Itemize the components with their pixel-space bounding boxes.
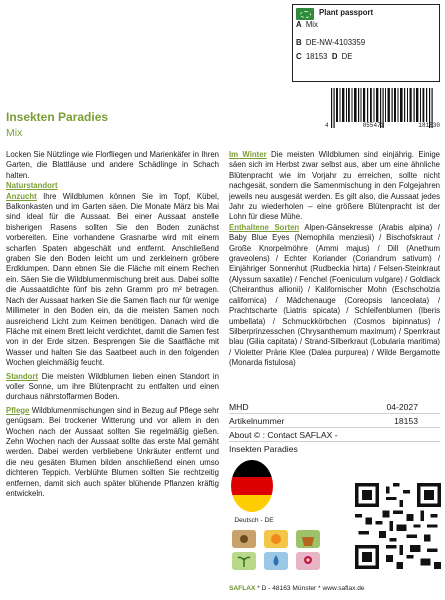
footer — [229, 585, 440, 592]
step-water-icon — [264, 552, 288, 570]
footer-url[interactable]: www.saflax.de — [322, 585, 365, 592]
anzucht-text: Ihre Wildblumen können Sie im Topf, Kübel, Balkonkasten und im Garten säen. Die Monate März bis Mai sind ideal für die Aussaat. Bei einer Aussaat anstelle bisherigen Rasens sollten Sie den Boden zunächst vorbereiten. Eine vorhandene Grasnarbe wird mit einem scharfen Spaten abgeschält und entfernt. Anschließend graben Sie den Boden leicht um und zerkleinern gröbere Erdklumpen. Dann ebnen Sie die Fläche mit einem Rechen ein. Säen Sie die Wildblumenmischung breit aus. Dabei sollte die Aussaatdichte fünf bis zehn Gramm pro m² betragen. Nach der Aussaat harken Sie die Samen flach nur für wenige Millimeter in den Boden ein, da die meisten Samen noch ausreichend Licht zum Keimen benötigen. Danach wird die Fläche mit einem Brett leicht verdichtet, damit die Samen fest von in der Erde sitzen. Besprengen Sie die Saatfläche mit Wasser und halten Sie das Saatbeet auch in den folgenden Wochen gleichmäßig feucht. — [6, 191, 219, 368]
naturstandort-heading: Naturstandort — [6, 181, 58, 191]
product-title: Insekten Paradies — [6, 110, 109, 124]
right-column — [229, 150, 440, 369]
product-info-table — [229, 400, 440, 456]
winter-text: Die meisten Wildblumen sind einjährig. Einige säen sich im Herbst zwar selbst aus, aber um eine ähnliche Blütenpracht wie im Vorjahr zu erreichen, sollte nicht nachgesät, sondern die Samenmischung in den Folgejahren jeweils neu ausgesät werden. Es gilt also, die Aussaat jedes Jahr zu wiederholen – eine größere Blütenpracht ist der Lohn für diese Mühe. — [229, 150, 440, 222]
plant-passport-box — [292, 4, 440, 82]
mhd-row — [229, 400, 440, 414]
step-sun-icon — [264, 530, 288, 548]
qr-code-graphic — [355, 483, 441, 569]
article-row — [229, 414, 440, 428]
info-product-name: Insekten Paradies — [229, 444, 298, 454]
sowing-steps — [230, 527, 345, 572]
passport-row-a: A Mix — [296, 20, 318, 29]
mhd-label: MHD — [229, 402, 249, 412]
sorten-paragraph — [229, 223, 440, 369]
winter-paragraph — [229, 150, 440, 223]
passport-row-b: B DE-NW-4103359 — [296, 38, 366, 47]
step-flower-icon — [296, 552, 320, 570]
standort-paragraph — [6, 372, 219, 403]
step-seed-icon — [232, 530, 256, 548]
winter-label: Im Winter — [229, 150, 267, 159]
product-subtitle: Mix — [6, 127, 23, 139]
pflege-text: Wildblumenmischungen sind in Bezug auf Pflege sehr genügsam. Bei trockener Witterung und vor allem in den Wochen nach der Aussaat sollten Sie regelmäßig gießen. Zehn Wochen nach der Aussaat sollte das erste Mal gemäht werden. Dabei werden verbliebene Unkräuter entfernt und die neu gesäten Blumen bilden anschließend einen umso dichteren Teppich. Verblühte Blumen sollten Sie rechtzeitig entfernen, damit sich auch später blühende Pflanzen kräftig entwickeln. — [6, 405, 219, 498]
mhd-value: 04-2027 — [386, 402, 418, 412]
barcode-digits: 4 055473 181530 — [325, 122, 440, 129]
step-sprout-icon — [232, 552, 256, 570]
standort-label: Standort — [6, 371, 39, 381]
plant-passport-title: Plant passport — [319, 8, 374, 17]
sorten-text: Alpen-Gänsekresse (Arabis alpina) / Baby Blue Eyes (Nemophila menziesii) / Bischofskraut / Große Knorpelmöhre (Ammi majus) / Dill (Anethum graveolens) / Echter Koriander (Coriandrum sativum) / Einjähriger Sonnenhut (Rudbeckia hirta) / Felsen-Steinkraut (Alyssum saxatile) / Fenchel (Foeniculum vulgare) / Goldlack (Cheiranthus allionii) / Kalifornischer Mohn (Eschscholzia californica) / Mädchenauge (Coreopsis lanceolata) / Prachtscharte (Liatris spicata) / Schleifenblumen (Iberis umbellata) / Schmuckkörbchen (Cosmos bipinnatus) / Silberprinzesschen (Chrysanthemum maximum) / Sperrkraut blau (Gilia capitata) / Strand-Silberkraut (Lobularia maritima) / Violetter Prärie Klee (Dalea purpurea) / Wilde Bergamotte (Monarda fistulosa) — [229, 222, 440, 368]
article-value: 18153 — [394, 416, 418, 426]
footer-brand: SAFLAX — [229, 585, 256, 592]
eu-organic-leaf-icon — [296, 8, 314, 20]
sorten-label: Enthaltene Sorten — [229, 222, 300, 232]
step-pot-icon — [296, 530, 320, 548]
anzucht-label: Anzucht — [6, 191, 37, 201]
qr-code[interactable] — [355, 483, 441, 569]
intro-text: Locken Sie Nützlinge wie Florfliegen und Marienkäfer in Ihren Garten, die Blattläuse und andere Schädlinge in Schach halten. — [6, 150, 219, 180]
german-flag-icon — [231, 460, 273, 512]
footer-address: * D - 48163 Münster * — [255, 585, 323, 592]
article-label: Artikelnummer — [229, 416, 285, 426]
pflege-paragraph — [6, 406, 219, 500]
anzucht-paragraph — [6, 192, 219, 369]
standort-text: Die meisten Wildblumen lieben einen Standort in voller Sonne, um ihre Blütenpracht zu entfalten und einen durchaus nährstoffarmen Boden. — [6, 371, 219, 402]
left-column — [6, 150, 219, 499]
about-contact: About © : Contact SAFLAX - — [229, 428, 440, 442]
language-label: Deutsch - DE — [234, 517, 274, 524]
passport-row-c-d: C 18153 D DE — [296, 52, 353, 61]
pflege-label: Pflege — [6, 405, 30, 415]
barcode — [325, 88, 440, 134]
sowing-steps-icons — [230, 527, 345, 572]
